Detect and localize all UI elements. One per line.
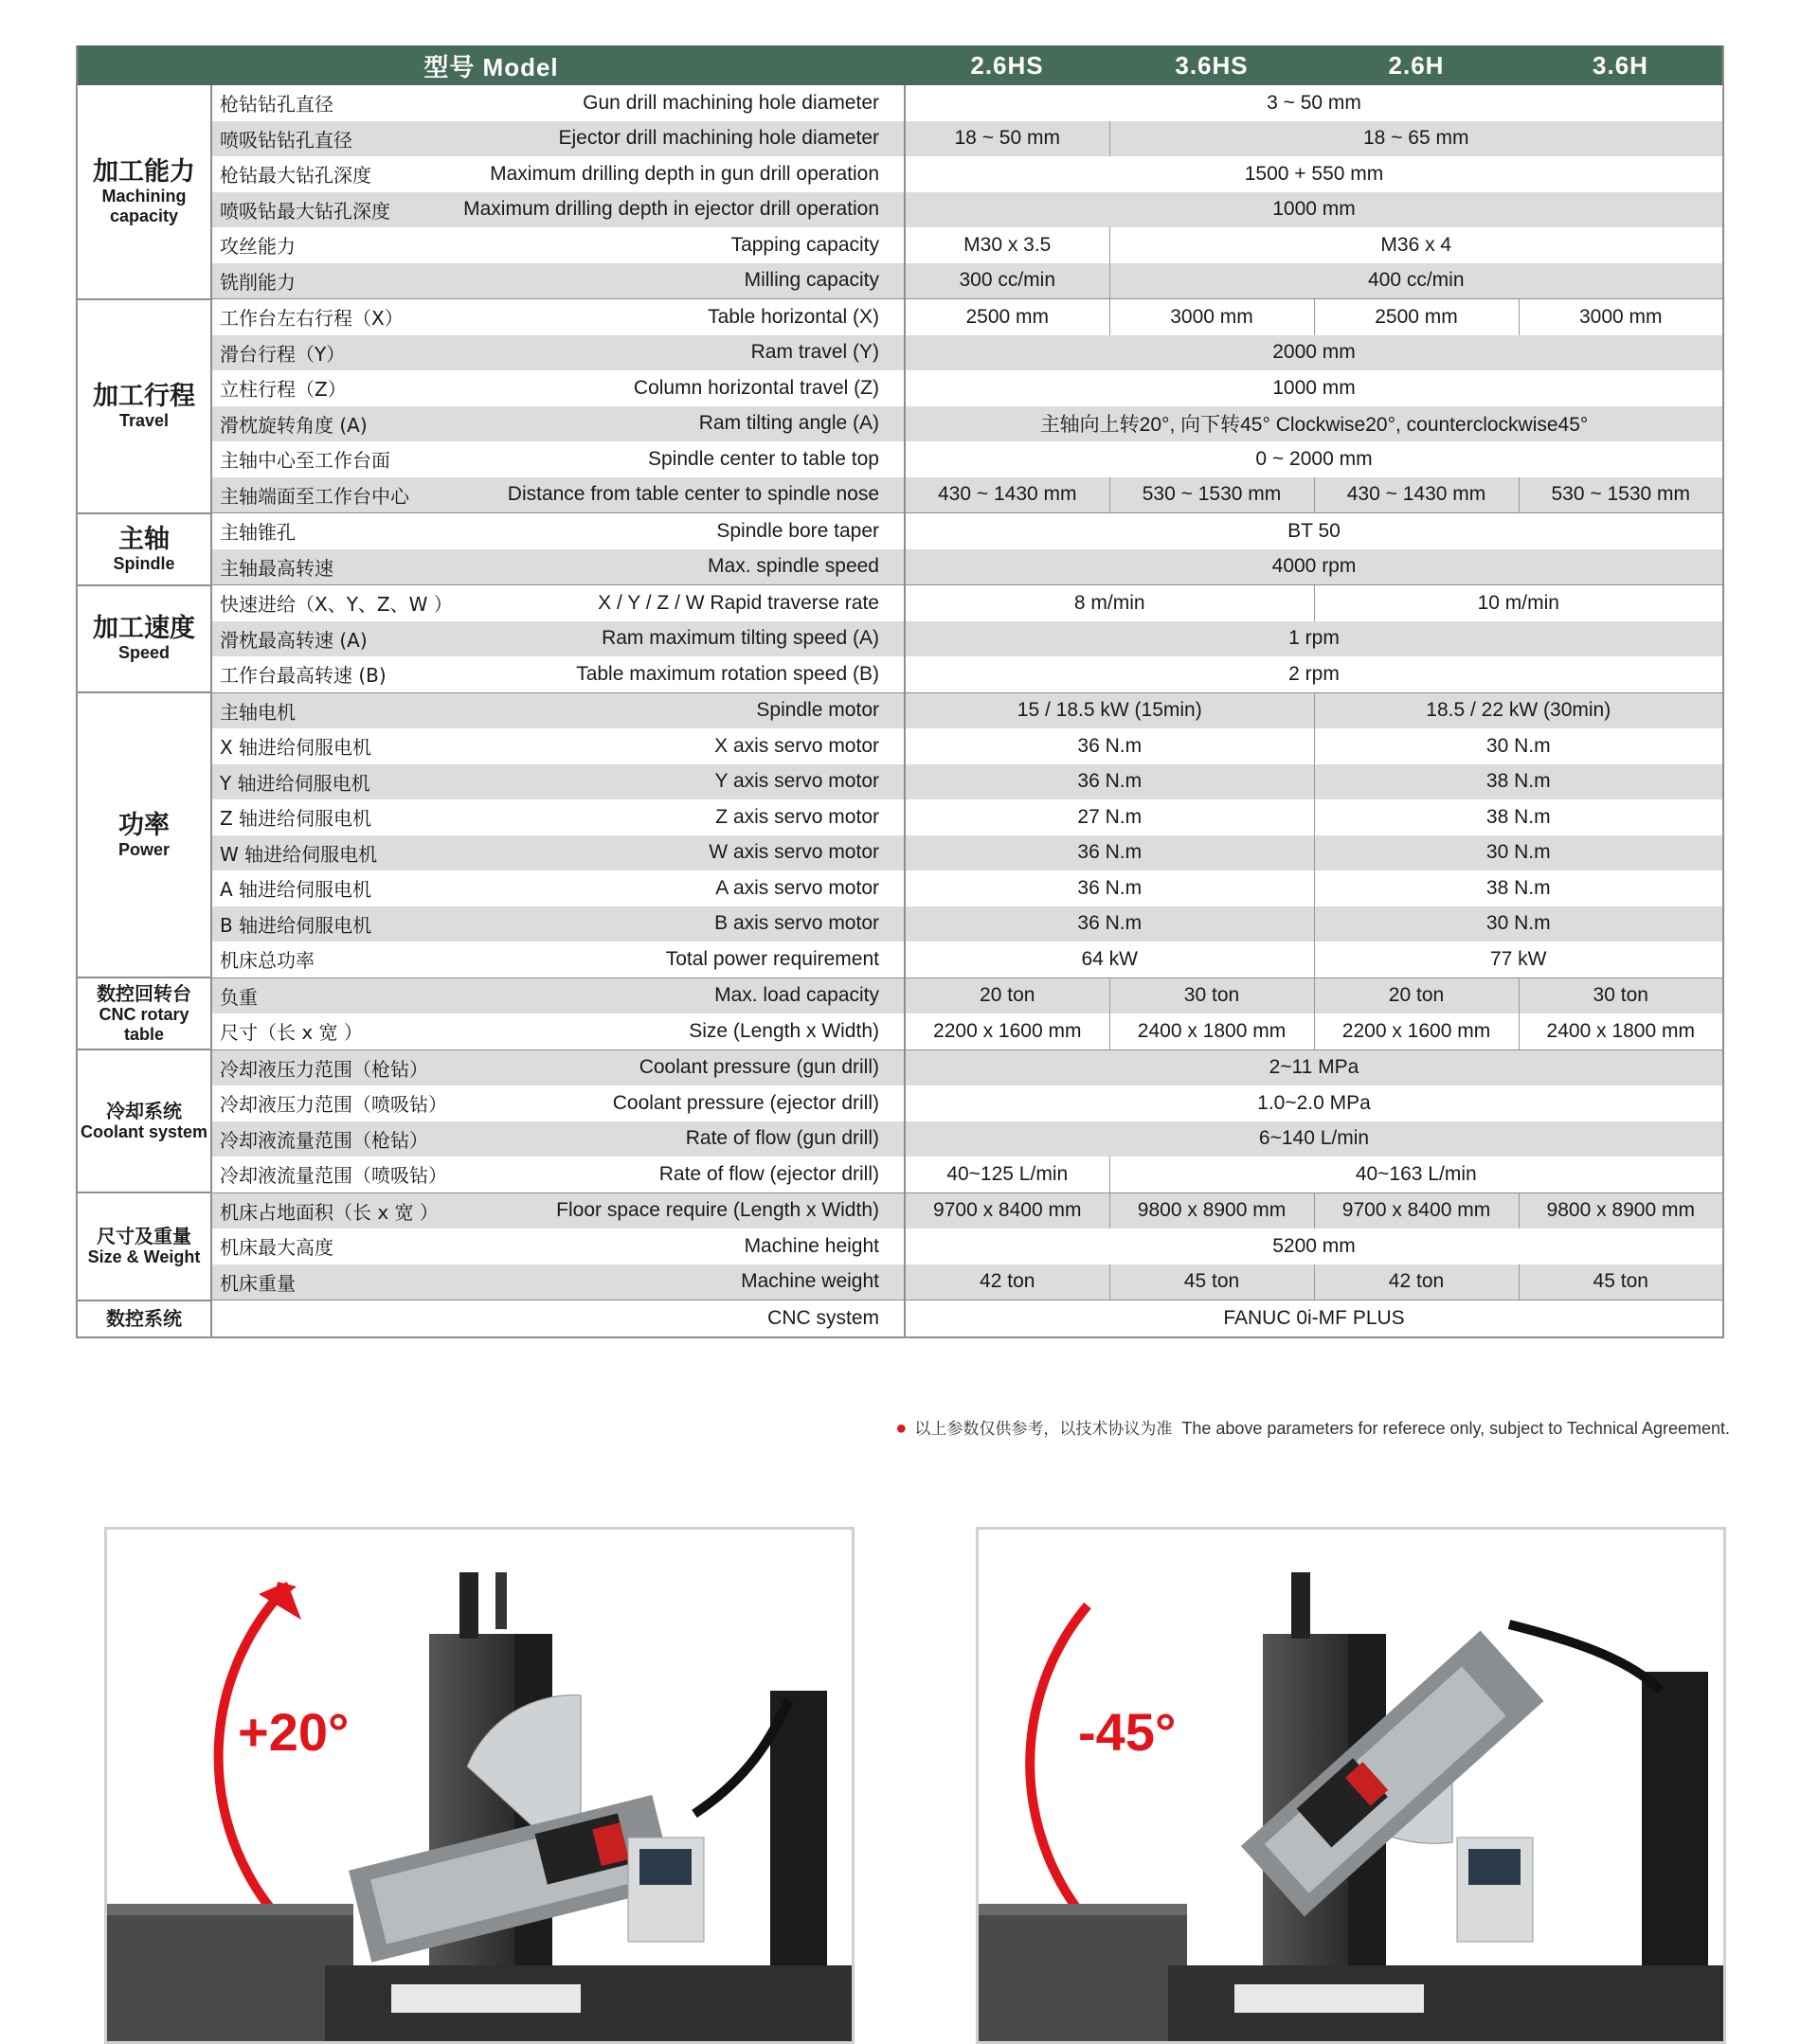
spec-value: 30 ton [1519,977,1723,1013]
spec-item-zh: 滑枕旋转角度 (A) [220,413,368,437]
table-row [77,1228,1723,1264]
spec-item-zh: 喷吸钻钻孔直径 [220,128,352,152]
table-row [77,656,1723,692]
spec-value: 18.5 / 22 kW (30min) [1314,692,1723,728]
spec-item [211,764,905,800]
spec-item-en: CNC system [767,1307,879,1329]
spec-item [211,549,905,585]
spec-value: 2400 x 1800 mm [1109,1013,1314,1049]
table-row [77,370,1723,406]
spec-item [211,335,905,371]
spec-value: 1.0~2.0 MPa [905,1085,1723,1121]
spec-item [211,1264,905,1300]
spec-item-zh: 立柱行程（Z） [220,378,347,402]
spec-item-zh: 冷却液流量范围（喷吸钻） [220,1164,447,1188]
spec-value: 27 N.m [905,799,1314,835]
spec-item-zh: A 轴进给伺服电机 [220,878,372,902]
spec-value: 3 ~ 50 mm [905,85,1723,121]
spec-item-zh: 工作台左右行程（X） [220,307,404,331]
spec-value: 2 rpm [905,656,1723,692]
spec-value: 9700 x 8400 mm [905,1192,1109,1228]
spec-item-zh: 滑台行程（Y） [220,342,346,366]
spec-table [76,45,1724,1338]
spec-item-en: X axis servo motor [714,734,879,757]
table-row [77,870,1723,906]
spec-value: 0 ~ 2000 mm [905,441,1723,477]
section-label [77,1300,211,1338]
spec-item-en: Z axis servo motor [715,805,879,828]
spec-item-en: Rate of flow (gun drill) [685,1127,879,1150]
spec-value: 1000 mm [905,370,1723,406]
spec-item-en: Gun drill machining hole diameter [583,91,879,114]
spec-item-en: Max. load capacity [714,984,879,1007]
spec-value: 42 ton [1314,1264,1519,1300]
table-header-row [77,45,1723,85]
spec-value: 2200 x 1600 mm [1314,1013,1519,1049]
spec-value: 3000 mm [1519,299,1723,335]
spec-value: 430 ~ 1430 mm [1314,477,1519,513]
spec-item-en: Coolant pressure (ejector drill) [612,1091,879,1114]
spec-item-zh: 尺寸（长 x 宽 ） [220,1021,363,1045]
spec-item [211,1156,905,1192]
spec-item-zh: 工作台最高转速 (B) [220,664,387,688]
table-row [77,477,1723,513]
spec-item [211,977,905,1013]
spec-value: M30 x 3.5 [905,227,1109,263]
spec-value: 36 N.m [905,764,1314,800]
spec-item [211,477,905,513]
spec-value: 9800 x 8900 mm [1109,1192,1314,1228]
machine-photo-tilt-down [976,1527,1726,2044]
table-row [77,764,1723,800]
spec-item-zh: 冷却液流量范围（枪钻） [220,1128,428,1152]
spec-item-en: A axis servo motor [715,876,879,899]
spec-item [211,728,905,764]
table-row [77,1049,1723,1085]
spec-value: 38 N.m [1314,870,1723,906]
spec-item-en: Max. spindle speed [708,555,879,578]
section-label-en: CNC rotary table [99,1004,189,1044]
spec-item-en: Maximum drilling depth in gun drill operation [490,162,879,185]
table-row [77,121,1723,157]
section-label-en: Coolant system [80,1121,208,1141]
spec-item [211,370,905,406]
spec-value: 36 N.m [905,870,1314,906]
table-row [77,977,1723,1013]
section-label [77,1049,211,1192]
spec-item [211,227,905,263]
spec-item [211,1049,905,1085]
spec-value: 18 ~ 65 mm [1109,121,1723,157]
spec-item-en: Rate of flow (ejector drill) [658,1162,879,1185]
section-label-zh: 加工行程 [93,381,195,411]
spec-item-en: X / Y / Z / W Rapid traverse rate [598,591,879,614]
spec-value: 38 N.m [1314,799,1723,835]
spec-item-zh: 滑枕最高转速 (A) [220,628,368,652]
table-row [77,1192,1723,1228]
spec-value: 400 cc/min [1109,263,1723,299]
spec-item-zh: Z 轴进给伺服电机 [220,807,372,831]
spec-item [211,870,905,906]
machine-illustration [107,1530,852,2041]
footnote [895,1415,1730,1440]
table-row [77,728,1723,764]
spec-item-zh: 枪钻最大钻孔深度 [220,164,371,188]
table-row [77,549,1723,585]
spec-value: 38 N.m [1314,764,1723,800]
spec-value: 20 ton [905,977,1109,1013]
table-row [77,156,1723,192]
section-label [77,585,211,693]
spec-value: 2500 mm [1314,299,1519,335]
spec-item [211,585,905,621]
table-row [77,1264,1723,1300]
spec-value: 30 N.m [1314,835,1723,871]
spec-item-en: Y axis servo motor [714,770,879,793]
model-column-header: 3.6H [1519,45,1723,85]
spec-value: 40~163 L/min [1109,1156,1723,1192]
spec-item-en: Column horizontal travel (Z) [633,376,879,399]
spec-value: 430 ~ 1430 mm [905,477,1109,513]
spec-value: 主轴向上转20°, 向下转45° Clockwise20°, counterclockwise45° [905,406,1723,442]
spec-item-zh: 攻丝能力 [220,235,296,259]
table-row [77,263,1723,299]
spec-item-zh: 机床占地面积（长 x 宽 ） [220,1200,439,1224]
spec-value: BT 50 [905,513,1723,549]
model-column-header: 2.6H [1314,45,1519,85]
spec-item [211,441,905,477]
spec-value: 2000 mm [905,335,1723,371]
table-row [77,85,1723,121]
spec-item [211,1013,905,1049]
spec-item [211,692,905,728]
section-label-en: Size & Weight [87,1246,201,1266]
spec-value: M36 x 4 [1109,227,1723,263]
spec-value: 30 N.m [1314,906,1723,942]
spec-item-zh: 主轴中心至工作台面 [220,449,390,473]
spec-item-zh: 负重 [220,985,258,1009]
spec-item-en: Machine height [744,1234,879,1257]
spec-value: 530 ~ 1530 mm [1109,477,1314,513]
table-row [77,585,1723,621]
spec-item-zh: 机床总功率 [220,949,315,973]
section-label [77,85,211,299]
spec-value: 30 N.m [1314,728,1723,764]
spec-item [211,85,905,121]
spec-value: 18 ~ 50 mm [905,121,1109,157]
spec-value: 20 ton [1314,977,1519,1013]
table-row [77,441,1723,477]
section-label [77,692,211,977]
spec-item-en: Distance from table center to spindle nose [507,483,879,506]
spec-item-zh: X 轴进给伺服电机 [220,736,372,760]
spec-value: 6~140 L/min [905,1121,1723,1157]
section-label [77,513,211,585]
section-label-zh: 冷却系统 [106,1099,182,1122]
table-row [77,835,1723,871]
spec-value: 1000 mm [905,192,1723,228]
spec-value: 30 ton [1109,977,1314,1013]
spec-value: 1500 + 550 mm [905,156,1723,192]
section-label-en: Machining capacity [101,187,187,225]
spec-item [211,156,905,192]
spec-item-zh: 主轴端面至工作台中心 [220,484,409,508]
spec-value: 42 ton [905,1264,1109,1300]
spec-item [211,621,905,657]
spec-value: 77 kW [1314,941,1723,977]
spec-item-en: Table maximum rotation speed (B) [576,662,879,685]
table-row [77,1156,1723,1192]
spec-item [211,835,905,871]
spec-value: 9700 x 8400 mm [1314,1192,1519,1228]
spec-item-en: Tapping capacity [730,233,879,256]
section-label-en: Spindle [113,553,175,573]
section-label-en: Power [117,839,171,859]
spec-item-zh: 主轴最高转速 [220,556,333,580]
table-row [77,513,1723,549]
spec-item-zh: 机床重量 [220,1271,296,1295]
spec-value: 8 m/min [905,585,1314,621]
spec-item-en: Spindle center to table top [647,447,879,470]
table-row [77,1121,1723,1157]
spec-value: 4000 rpm [905,549,1723,585]
model-column-header: 3.6HS [1109,45,1314,85]
table-row [77,1300,1723,1338]
spec-value: 9800 x 8900 mm [1519,1192,1723,1228]
table-row [77,621,1723,657]
table-row [77,192,1723,228]
spec-item [211,906,905,942]
spec-item [211,406,905,442]
table-row [77,335,1723,371]
spec-item-zh: 机床最大高度 [220,1236,333,1260]
spec-item-en: Ejector drill machining hole diameter [558,127,879,150]
spec-item-zh: 铣削能力 [220,270,296,294]
section-label [77,1192,211,1300]
spec-value: 45 ton [1109,1264,1314,1300]
table-row [77,299,1723,335]
spec-item-en: Table horizontal (X) [708,305,879,328]
spec-value: FANUC 0i-MF PLUS [905,1300,1723,1338]
spec-item [211,192,905,228]
machine-photo-tilt-up [104,1527,855,2044]
spec-value: 2400 x 1800 mm [1519,1013,1723,1049]
table-row [77,406,1723,442]
model-header: 型号 Model [77,45,905,85]
spec-value: 300 cc/min [905,263,1109,299]
section-label-zh: 主轴 [118,524,170,554]
spec-item-en: Spindle motor [756,699,879,722]
spec-item [211,1121,905,1157]
spec-item [211,656,905,692]
tilt-angle-label: +20° [238,1702,350,1762]
section-label [77,977,211,1049]
tilt-angle-label: -45° [1078,1702,1177,1762]
spec-item [211,1228,905,1264]
spec-item [211,299,905,335]
spec-item [211,1192,905,1228]
spec-value: 10 m/min [1314,585,1723,621]
model-column-header: 2.6HS [905,45,1109,85]
section-label-zh: 数控系统 [106,1306,182,1330]
rotation-arrow-icon [1030,1605,1092,1927]
spec-item-en: W axis servo motor [709,841,879,864]
spec-item-en: Coolant pressure (gun drill) [639,1056,879,1079]
spec-item-en: Machine weight [741,1270,879,1293]
spec-item [211,121,905,157]
spec-item-zh: 枪钻钻孔直径 [220,93,333,117]
spec-value: 3000 mm [1109,299,1314,335]
spec-item [211,263,905,299]
table-row [77,906,1723,942]
section-label-en: Speed [117,643,171,663]
spec-item-en: Size (Length x Width) [689,1019,879,1042]
spec-item-zh: 主轴电机 [220,700,296,724]
spec-value: 2200 x 1600 mm [905,1013,1109,1049]
spec-item-zh: W 轴进给伺服电机 [220,842,378,866]
spec-item-zh: 冷却液压力范围（枪钻） [220,1057,428,1081]
section-label-zh: 数控回转台 [97,981,191,1005]
spec-value: 36 N.m [905,906,1314,942]
spec-item-en: Ram travel (Y) [750,341,879,364]
spec-item-zh: 喷吸钻最大钻孔深度 [220,199,390,223]
spec-value: 530 ~ 1530 mm [1519,477,1723,513]
spec-item-en: Milling capacity [744,269,879,292]
spec-item [211,799,905,835]
spec-table-body [77,85,1723,1337]
section-label-en: Travel [118,410,170,430]
spec-value: 2~11 MPa [905,1049,1723,1085]
spec-item-en: Floor space require (Length x Width) [556,1199,879,1222]
spec-item [211,941,905,977]
section-label-zh: 尺寸及重量 [97,1224,191,1247]
spec-value: 2500 mm [905,299,1109,335]
section-label [77,299,211,513]
spec-item-zh: B 轴进给伺服电机 [220,913,372,937]
spec-item-en: B axis servo motor [714,912,879,935]
spec-value: 64 kW [905,941,1314,977]
spec-value: 45 ton [1519,1264,1723,1300]
table-row [77,799,1723,835]
spec-value: 36 N.m [905,835,1314,871]
spec-item-zh: 快速进给（X、Y、Z、W ） [220,593,453,617]
spec-item [211,1085,905,1121]
spec-value: 36 N.m [905,728,1314,764]
spec-item-en: Ram tilting angle (A) [698,412,879,435]
spec-value: 1 rpm [905,621,1723,657]
spec-value: 15 / 18.5 kW (15min) [905,692,1314,728]
footnote-zh: 以上参数仅供参考，以技术协议为准 [914,1420,1173,1439]
spec-item-en: Spindle bore taper [716,519,879,542]
table-row [77,1013,1723,1049]
bullet-icon: ● [895,1418,908,1439]
table-row [77,692,1723,728]
section-label-zh: 加工能力 [93,157,195,188]
table-row [77,227,1723,263]
table-row [77,941,1723,977]
spec-item-en: Maximum drilling depth in ejector drill operation [463,198,879,221]
spec-item [211,1300,905,1338]
section-label-zh: 功率 [118,810,170,840]
section-label-zh: 加工速度 [93,614,195,644]
spec-item-zh: Y 轴进给伺服电机 [220,771,370,795]
spec-value: 40~125 L/min [905,1156,1109,1192]
spec-item-en: Total power requirement [665,947,879,970]
spec-value: 5200 mm [905,1228,1723,1264]
machine-illustration [979,1530,1723,2041]
spec-item-en: Ram maximum tilting speed (A) [602,627,879,650]
table-row [77,1085,1723,1121]
footnote-en: The above parameters for referece only, subject to Technical Agreement. [1181,1419,1730,1438]
spec-item [211,513,905,549]
spec-item-zh: 冷却液压力范围（喷吸钻） [220,1093,447,1117]
spec-item-zh: 主轴锥孔 [220,521,296,545]
